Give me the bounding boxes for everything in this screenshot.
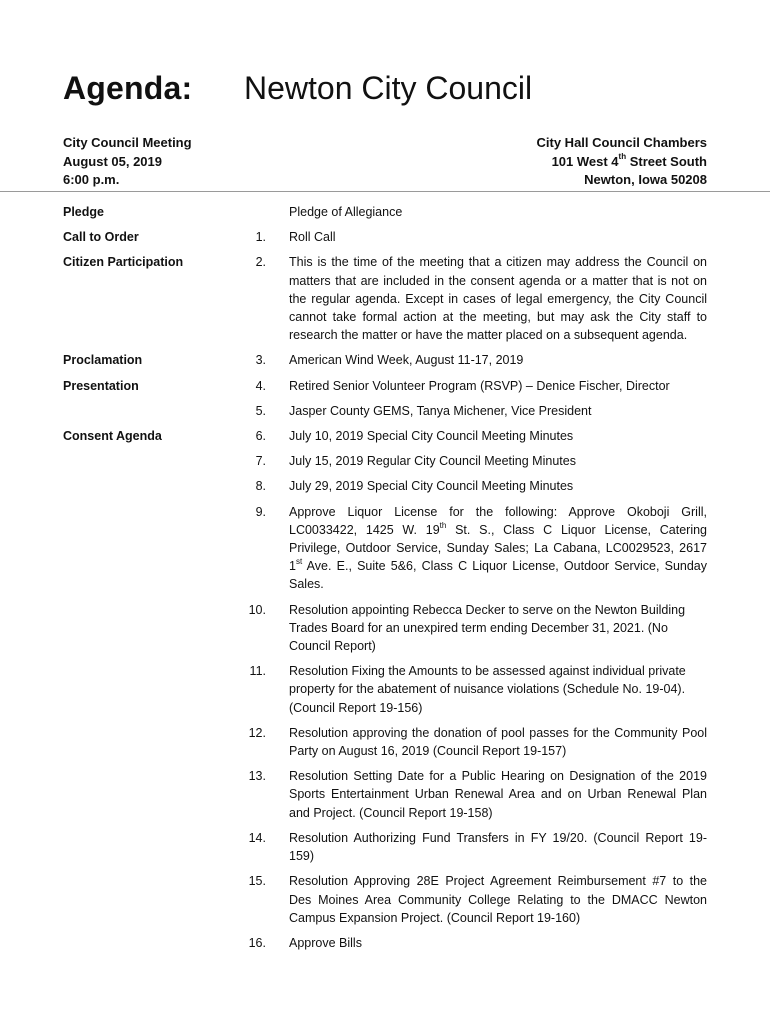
item-number: 5. [255,403,266,418]
item-number: 10. [248,602,266,617]
meeting-location [537,134,707,190]
meeting-type: City Council Meeting [63,135,192,150]
item-number: 2. [255,255,266,270]
street-address [537,153,707,172]
section-label: Call to Order [63,230,139,245]
item-number: 9. [255,504,266,519]
council-name: Newton City Council [244,70,533,106]
ordinal-sup: th [439,520,447,530]
street-suffix: Street South [626,153,707,169]
item-text: Pledge of Allegiance [289,205,403,219]
meeting-time: 6:00 p.m. [63,172,120,187]
item-number: 11. [249,664,266,679]
item-text: Jasper County GEMS, Tanya Michener, Vice President [289,403,592,418]
text-part: St. S., Class C Liquor License, Catering Privilege, Outdoor Service, Sunday Sales; La Cabana, LC0029523, 2617 1 [289,522,708,574]
item-number: 8. [255,479,266,494]
item-text [289,503,707,594]
agenda-item [0,452,770,470]
item-text: Approve Bills [289,935,362,950]
item-number: 1. [255,230,266,245]
item-text: July 15, 2019 Regular City Council Meeting Minutes [289,454,576,469]
section-label: Consent Agenda [63,429,162,444]
agenda-item [0,477,770,495]
text-part: Approve Liquor License for the following: Approve Okoboji Grill, LC0033422, 1425 W. 19 [289,504,707,537]
header-divider [0,191,770,192]
agenda-item [0,228,770,246]
agenda-item [0,601,770,656]
ordinal-sup: st [295,557,303,567]
agenda-item [0,402,770,420]
agenda-item [0,427,770,445]
meeting-info [63,134,192,190]
section-label: Pledge [63,205,104,219]
item-text: Resolution Authorizing Fund Transfers in FY 19/20. (Council Report 19-159) [289,830,707,864]
item-text: July 10, 2019 Special City Council Meeting Minutes [289,429,574,444]
section-label: Citizen Participation [63,255,184,270]
agenda-item [0,503,770,594]
item-number: 15. [248,874,266,889]
item-text: American Wind Week, August 11-17, 2019 [289,353,524,368]
agenda-item [0,377,770,395]
agenda-item [0,872,770,927]
text-part: Ave. E., Suite 5&6, Class C Liquor License, Outdoor Service, Sunday Sales. [289,559,707,592]
agenda-item [0,829,770,865]
venue: City Hall Council Chambers [536,135,707,150]
meeting-date: August 05, 2019 [63,153,162,169]
item-number: 14. [248,830,266,845]
section-label: Presentation [63,378,139,393]
item-number: 13. [248,769,266,784]
item-number: 3. [255,353,266,368]
city-state-zip: Newton, Iowa 50208 [584,172,707,187]
agenda-item [0,662,770,717]
item-text: Resolution approving the donation of pool passes for the Community Pool Party on August 16, 2019 (Council Report 19-157) [289,725,707,759]
section-label: Proclamation [63,353,143,368]
agenda-label: Agenda: [63,70,193,106]
agenda-item [0,724,770,760]
agenda-item [0,767,770,822]
page-title [63,70,713,114]
item-text: Resolution appointing Rebecca Decker to serve on the Newton Building Trades Board for an unexpired term ending December 31, 2021. (No Council Report) [289,602,686,654]
street-sup: th [618,152,627,162]
item-text: Retired Senior Volunteer Program (RSVP) – Denice Fischer, Director [289,378,670,393]
item-text: This is the time of the meeting that a citizen may address the Council on matters that are included in the consent agenda or a matter that is not on the regular agenda. Except in cases of legal emergency, the City Council cannot take formal action at the meeting, but may ask the City staff to research the matter or have the matter placed on a subsequent agenda. [289,255,707,343]
item-text: Resolution Fixing the Amounts to be assessed against individual private property for the abatement of nuisance violations (Schedule No. 19-04). (Council Report 19-156) [289,664,686,715]
item-number: 16. [248,935,266,950]
item-number: 6. [255,429,266,444]
item-text: Roll Call [289,230,336,245]
agenda-items [0,203,770,959]
item-text: Resolution Setting Date for a Public Hearing on Designation of the 2019 Sports Entertainment Urban Renewal Area and on Urban Renewal Plan and Project. (Council Report 19-158) [289,769,707,820]
agenda-item [0,203,770,221]
agenda-item [0,253,770,344]
item-text: Resolution Approving 28E Project Agreement Reimbursement #7 to the Des Moines Area Community College Relating to the DMACC Newton Campus Expansion Project. (Council Report 19-160) [289,874,707,925]
item-number: 7. [255,454,266,469]
agenda-item [0,351,770,369]
street-prefix: 101 West 4 [551,153,619,169]
item-number: 4. [255,378,266,393]
agenda-item [0,934,770,952]
item-text: July 29, 2019 Special City Council Meeting Minutes [289,479,574,494]
item-number: 12. [248,725,266,740]
